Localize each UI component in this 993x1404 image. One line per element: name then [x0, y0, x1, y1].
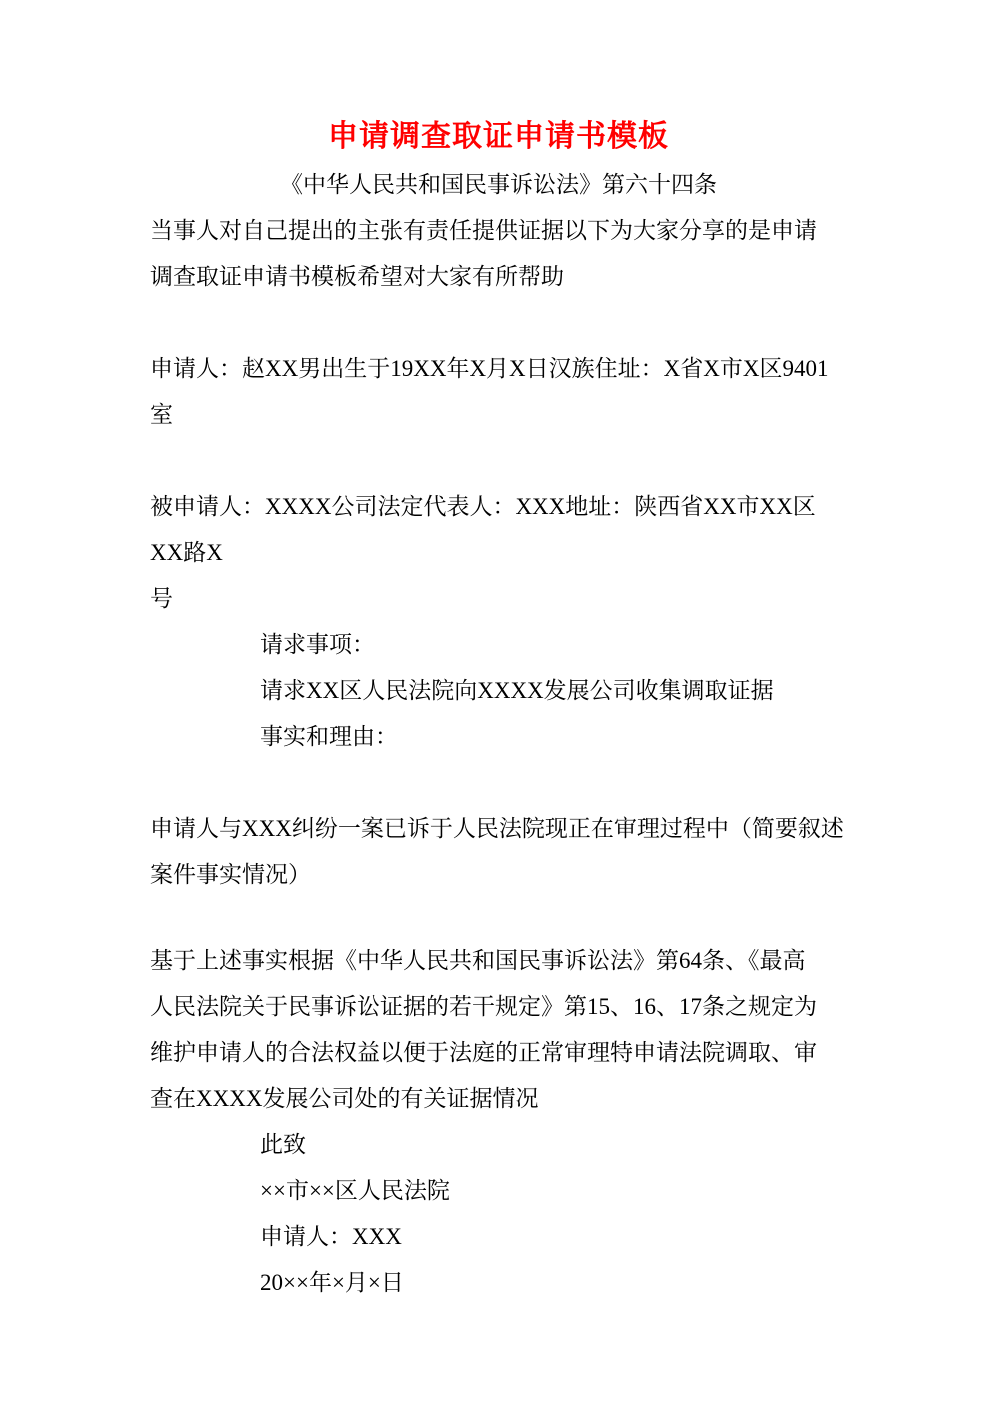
legal-basis-paragraph — [150, 938, 847, 1122]
legal-basis-line: 人民法院关于民事诉讼证据的若干规定》第15、16、17条之规定为 — [150, 994, 817, 1019]
request-section — [260, 622, 847, 760]
legal-basis-line: 维护申请人的合法权益以便于法庭的正常审理特申请法院调取、审 — [150, 1040, 817, 1065]
applicant-paragraph — [150, 346, 847, 438]
legal-basis-line: 基于上述事实根据《中华人民共和国民事诉讼法》第64条、《最高 — [150, 948, 806, 973]
facts-line: 申请人与XXX纠纷一案已诉于人民法院现正在审理过程中（简要叙述 — [150, 816, 844, 841]
facts-line: 案件事实情况） — [150, 862, 311, 887]
respondent-line: 被申请人：XXXX公司法定代表人：XXX地址：陕西省XX市XX区XX路X — [150, 494, 816, 565]
intro-paragraph — [150, 208, 847, 300]
respondent-paragraph — [150, 484, 847, 622]
facts-paragraph — [150, 806, 847, 898]
document-subtitle: 《中华人民共和国民事诉讼法》第六十四条 — [280, 172, 717, 197]
closing-court: ××市××区人民法院 — [260, 1178, 450, 1203]
facts-heading: 事实和理由： — [260, 724, 398, 749]
document-title: 申请调查取证申请书模板 — [328, 120, 669, 153]
closing-signature: 申请人：XXX — [260, 1224, 402, 1249]
respondent-line: 号 — [150, 586, 173, 611]
legal-basis-line: 查在XXXX发展公司处的有关证据情况 — [150, 1086, 539, 1111]
closing-date: 20××年×月×日 — [260, 1270, 404, 1295]
intro-line: 调查取证申请书模板希望对大家有所帮助 — [150, 264, 564, 289]
closing-section — [260, 1122, 847, 1306]
intro-line: 当事人对自己提出的主张有责任提供证据以下为大家分享的是申请 — [150, 218, 817, 243]
request-heading: 请求事项： — [260, 632, 375, 657]
closing-salute: 此致 — [260, 1132, 306, 1157]
request-item: 请求XX区人民法院向XXXX发展公司收集调取证据 — [260, 678, 774, 703]
applicant-line: 申请人：赵XX男出生于19XX年X月X日汉族住址：X省X市X区9401室 — [150, 356, 829, 427]
